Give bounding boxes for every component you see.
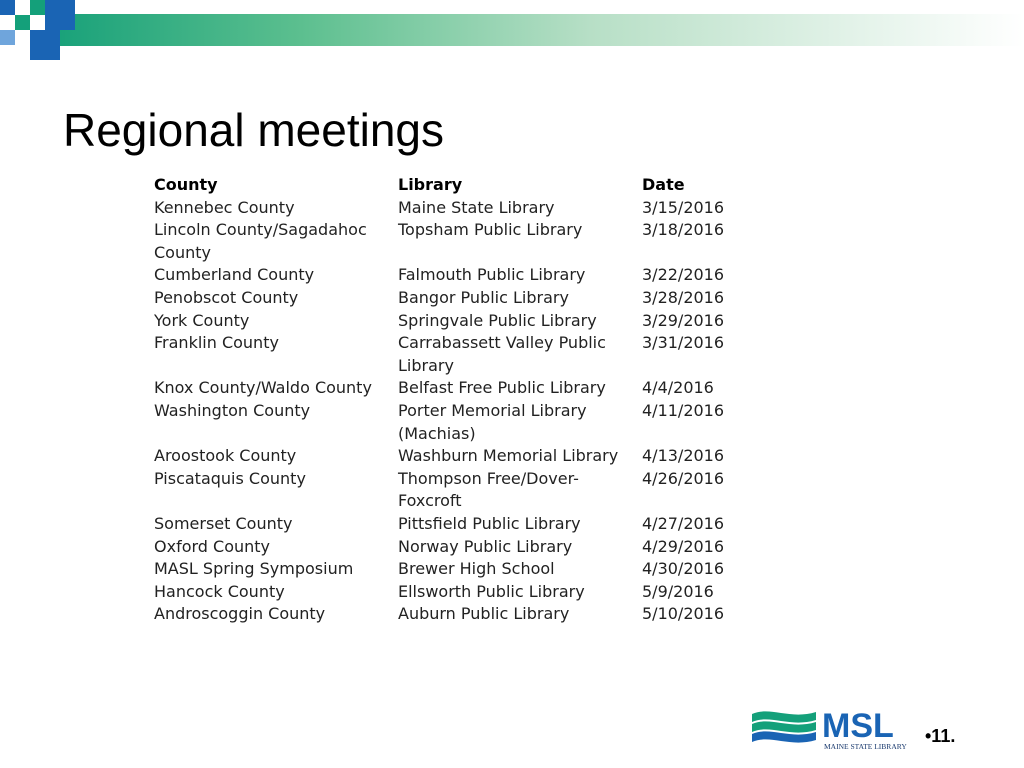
cell-county: Cumberland County (154, 265, 315, 285)
header-square-blue-lower (30, 30, 60, 60)
cell-county: Androscoggin County (154, 604, 326, 624)
table-row (150, 264, 756, 287)
cell-date: 3/18/2016 (642, 220, 725, 240)
table-row (150, 581, 756, 604)
cell-county: Kennebec County (154, 197, 295, 217)
cell-date: 4/11/2016 (642, 400, 725, 420)
logo-text: MSL (822, 707, 894, 745)
cell-county: Lincoln County/Sagadahoc County (154, 220, 367, 262)
cell-date: 4/30/2016 (642, 559, 725, 579)
cell-date: 4/27/2016 (642, 513, 725, 533)
cell-library: Springvale Public Library (398, 310, 597, 330)
wave-icon (752, 711, 816, 742)
cell-county: Penobscot County (154, 287, 299, 307)
header-square-blue-large (45, 0, 75, 30)
cell-date: 4/29/2016 (642, 536, 725, 556)
cell-date: 4/13/2016 (642, 446, 725, 466)
cell-date: 4/26/2016 (642, 468, 725, 488)
table-row (150, 513, 756, 536)
header-county: County (154, 175, 218, 194)
cell-county: York County (154, 310, 250, 330)
cell-library: Auburn Public Library (398, 604, 570, 624)
cell-county: Washington County (154, 400, 311, 420)
table-row (150, 310, 756, 333)
meetings-table (150, 174, 756, 626)
header-square-light-blue (0, 30, 15, 45)
cell-county: Hancock County (154, 581, 285, 601)
header-square-green (30, 0, 45, 15)
cell-library: Carrabassett Valley Public Library (398, 333, 606, 375)
cell-library: Topsham Public Library (398, 220, 583, 240)
table-row (150, 468, 756, 513)
cell-date: 3/29/2016 (642, 310, 725, 330)
cell-library: Falmouth Public Library (398, 265, 586, 285)
cell-county: Somerset County (154, 513, 293, 533)
cell-county: Aroostook County (154, 446, 297, 466)
table-row (150, 219, 756, 264)
page-number: •11. (925, 726, 956, 746)
table-row (150, 400, 756, 445)
cell-library: Porter Memorial Library (Machias) (398, 400, 587, 443)
cell-library: Belfast Free Public Library (398, 378, 606, 398)
header-library: Library (398, 175, 463, 194)
logo-subtext: MAINE STATE LIBRARY (824, 742, 907, 751)
table-row (150, 558, 756, 581)
slide-title: Regional meetings (63, 104, 445, 156)
cell-library: Bangor Public Library (398, 287, 569, 307)
cell-county: Franklin County (154, 333, 279, 353)
msl-logo (750, 704, 915, 752)
cell-county: Piscataquis County (154, 468, 306, 488)
header-gradient-bar (60, 14, 1024, 46)
table-row (150, 445, 756, 468)
table-row (150, 287, 756, 310)
header-square-blue (0, 0, 15, 15)
cell-date: 5/10/2016 (642, 604, 725, 624)
cell-library: Brewer High School (398, 559, 555, 579)
cell-county: Oxford County (154, 536, 271, 556)
cell-date: 3/31/2016 (642, 333, 725, 353)
cell-library: Pittsfield Public Library (398, 513, 581, 533)
cell-date: 3/15/2016 (642, 197, 725, 217)
cell-library: Norway Public Library (398, 536, 573, 556)
header-band (0, 0, 1024, 62)
cell-library: Washburn Memorial Library (398, 446, 619, 466)
cell-county: MASL Spring Symposium (154, 559, 354, 579)
table-row (150, 377, 756, 400)
table-row (150, 197, 756, 220)
cell-date: 5/9/2016 (642, 581, 714, 601)
cell-date: 3/28/2016 (642, 287, 725, 307)
cell-library: Maine State Library (398, 197, 555, 217)
header-date: Date (642, 175, 685, 194)
cell-date: 3/22/2016 (642, 265, 725, 285)
cell-library: Thompson Free/Dover-Foxcroft (398, 468, 579, 511)
table-header-row (150, 174, 756, 197)
table-row (150, 536, 756, 559)
cell-county: Knox County/Waldo County (154, 378, 372, 398)
table-row (150, 603, 756, 626)
cell-library: Ellsworth Public Library (398, 581, 585, 601)
table-row (150, 332, 756, 377)
header-square-green-small (15, 15, 30, 30)
cell-date: 4/4/2016 (642, 378, 714, 398)
